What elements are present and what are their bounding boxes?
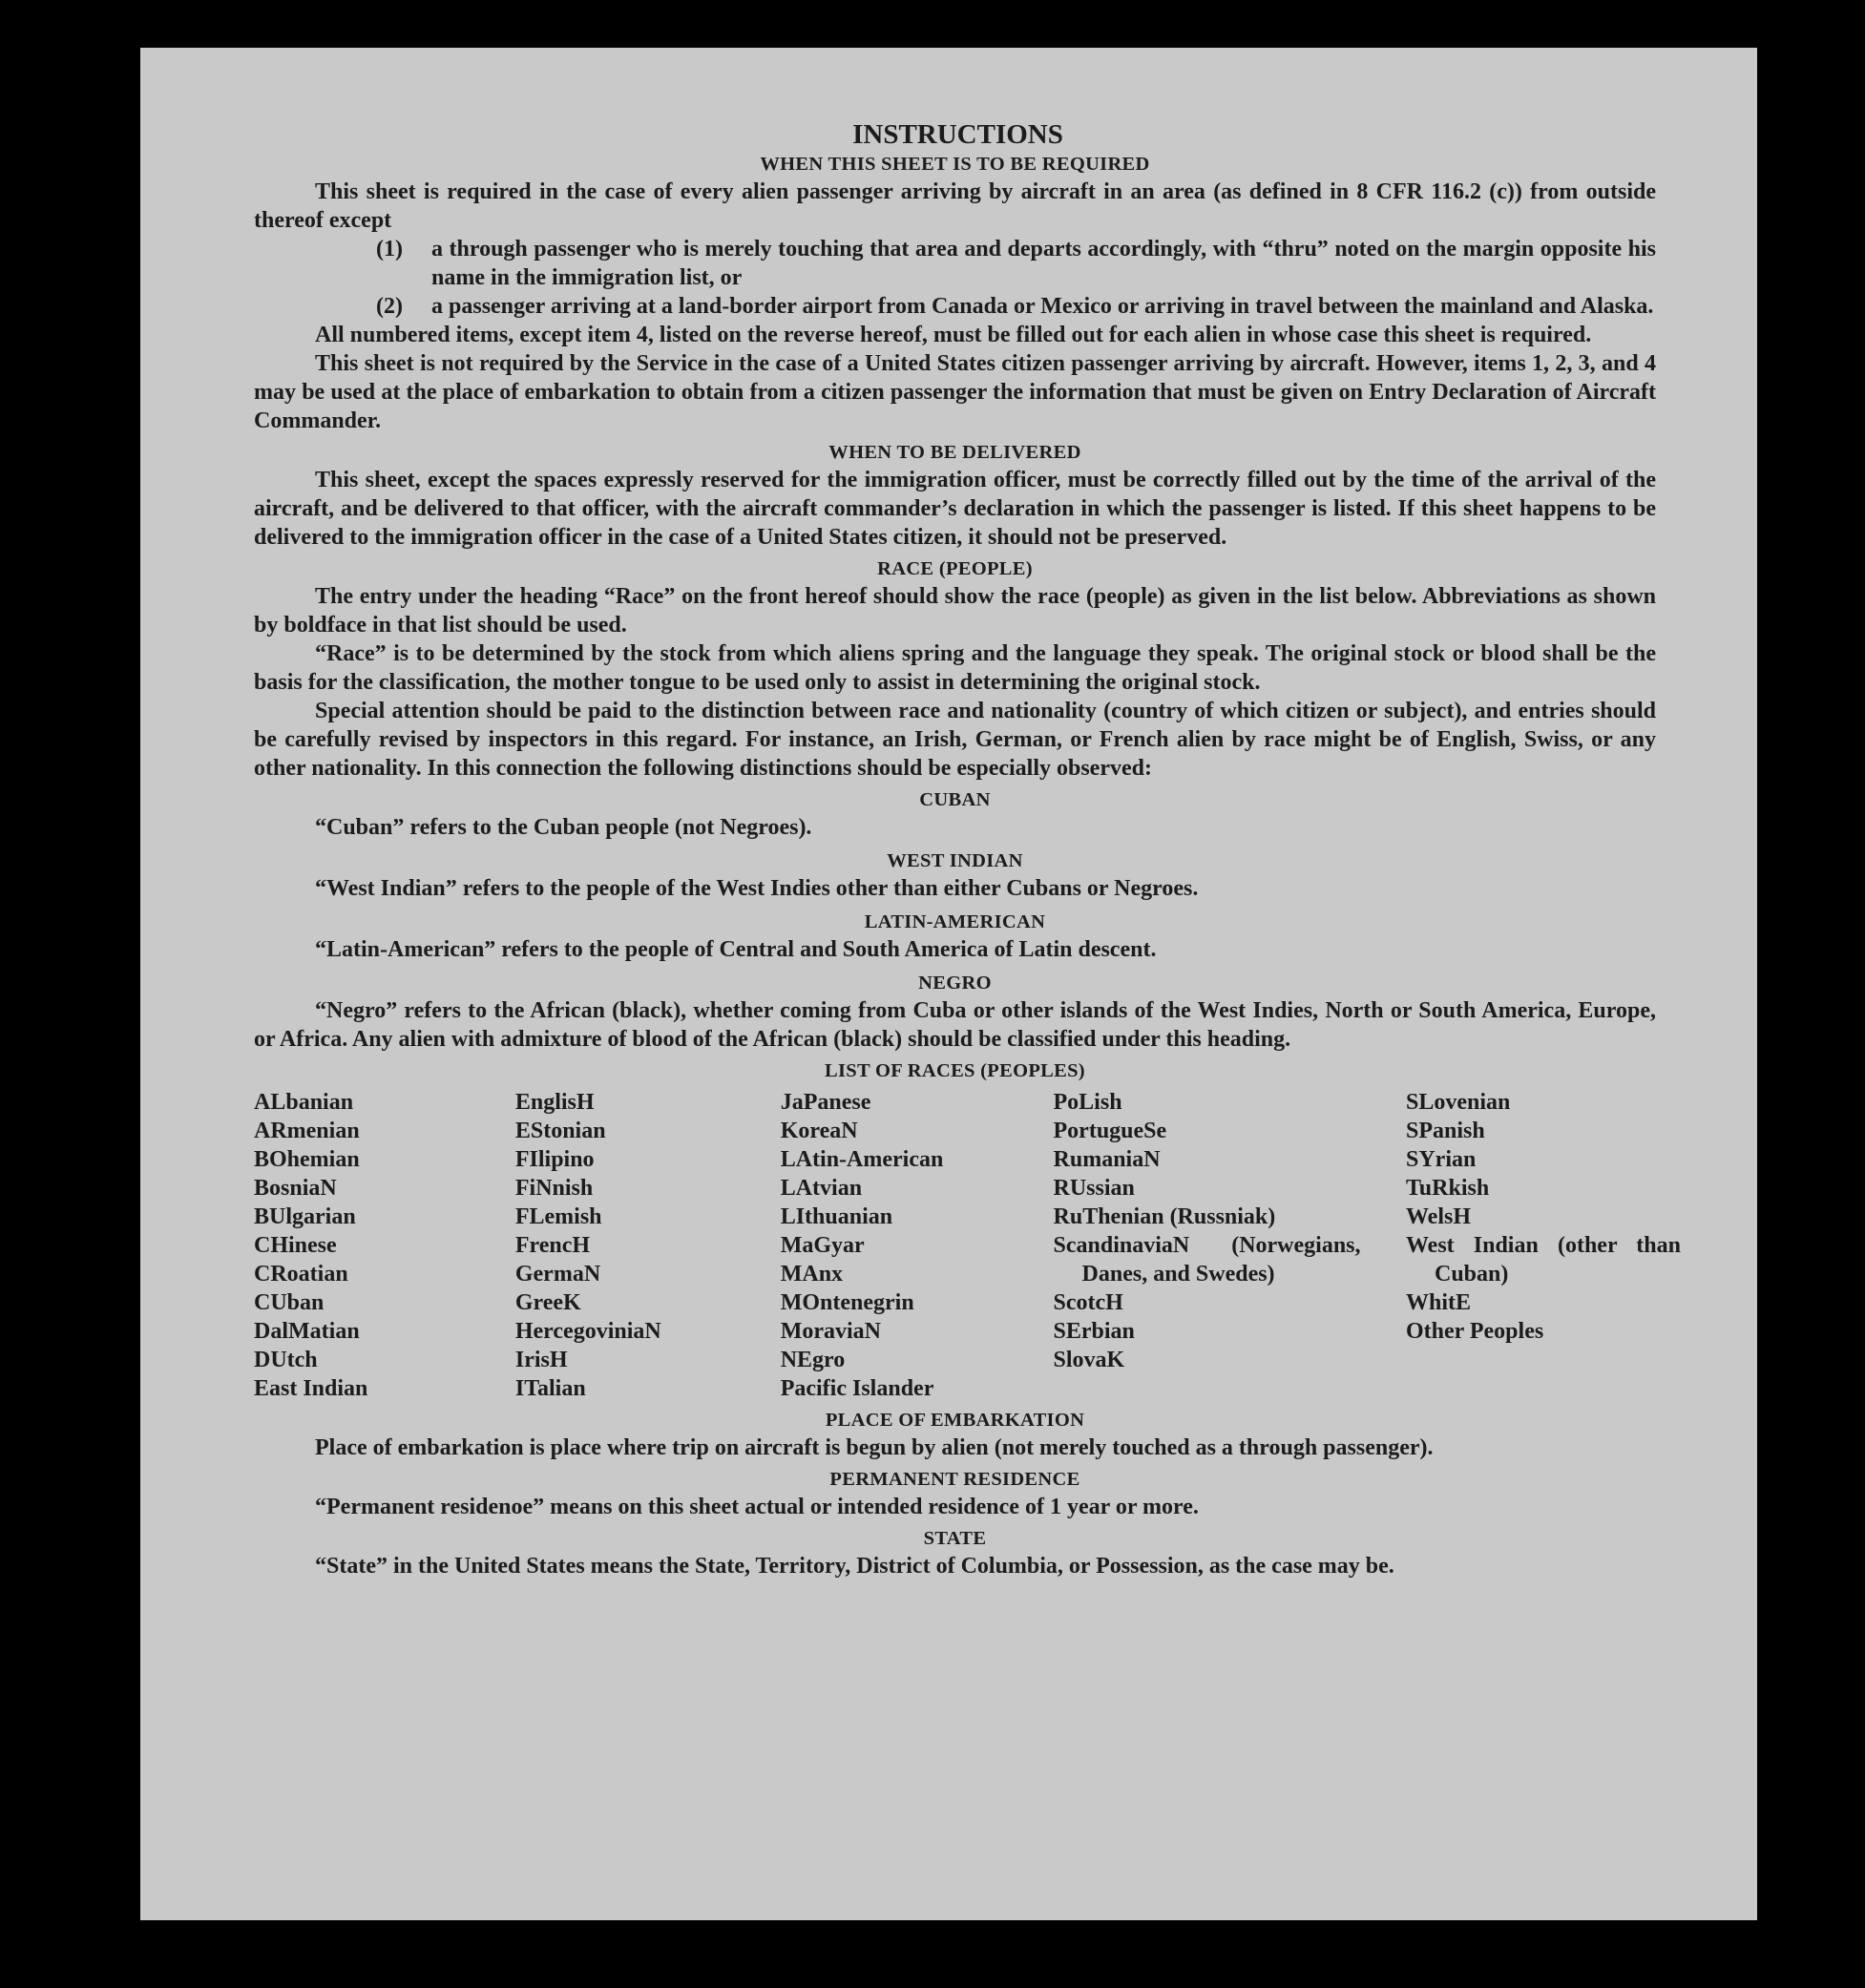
list-of-races-heading: LIST OF RACES (PEOPLES) xyxy=(825,1060,1085,1081)
exception-number: (1) xyxy=(376,237,403,262)
exception-text: a through passenger who is merely touching that area and departs accordingly, with “thru” noted on the margin opposite his name in the immigration list, or xyxy=(431,237,1656,290)
races-column-2 xyxy=(515,1088,781,1403)
race-entry: FiNnish xyxy=(514,1176,594,1201)
cuban-text: “Cuban” refers to the Cuban people (not Negroes). xyxy=(315,815,812,840)
race-paragraph-2: “Race” is to be determined by the stock from which aliens spring and the language they speak. The original stock or blood shall be the basis for the classification, the mother tongue to be used only to assist in determining the original stock. xyxy=(254,641,1656,695)
race-entry: CHinese xyxy=(254,1233,337,1258)
race-entry: DUtch xyxy=(254,1348,318,1372)
race-entry: MoraviaN xyxy=(780,1319,882,1344)
race-entry: LAtin-American xyxy=(780,1147,944,1172)
race-entry: EnglisH xyxy=(514,1090,595,1115)
race-entry: BosniaN xyxy=(254,1176,337,1201)
race-entry: BUlgarian xyxy=(254,1204,356,1229)
race-entry: JaPanese xyxy=(780,1090,871,1115)
race-entry: ALbanian xyxy=(254,1090,354,1115)
race-entry: FIlipino xyxy=(514,1147,595,1172)
race-entry: SPanish xyxy=(1405,1119,1485,1143)
race-entry: CRoatian xyxy=(254,1262,348,1287)
race-entry: MaGyar xyxy=(780,1233,865,1258)
race-entry: SErbian xyxy=(1053,1319,1135,1344)
races-column-4 xyxy=(1054,1088,1406,1403)
when-required-heading: WHEN THIS SHEET IS TO BE REQUIRED xyxy=(760,154,1150,175)
negro-heading: NEGRO xyxy=(918,973,992,994)
race-entry: GermaN xyxy=(514,1262,601,1287)
latin-american-heading: LATIN-AMERICAN xyxy=(864,911,1046,932)
race-entry: EStonian xyxy=(514,1119,606,1143)
cuban-heading: CUBAN xyxy=(919,789,991,810)
race-entry: IrisH xyxy=(514,1348,568,1372)
race-heading: RACE (PEOPLE) xyxy=(877,558,1033,579)
state-text: “State” in the United States means the State, Territory, District of Columbia, or Possession, as the case may be. xyxy=(315,1554,1394,1579)
race-entry: FrencH xyxy=(514,1233,591,1258)
numbered-items-paragraph: All numbered items, except item 4, listed on the reverse hereof, must be filled out for each alien in whose case this sheet is required. xyxy=(315,323,1592,347)
race-entry: West Indian (other than Cuban) xyxy=(1405,1233,1681,1287)
race-entry: TuRkish xyxy=(1405,1176,1490,1201)
when-delivered-text: This sheet, except the spaces expressly reserved for the immigration officer, must be correctly filled out by the time of the arrival of the aircraft, and be delivered to that officer, with the aircraft commander’s declaration in which the passenger is listed. If this sheet happens to be delivered to the immigration officer in the case of a United States citizen, it should not be preserved. xyxy=(254,468,1656,550)
exception-text: a passenger arriving at a land-border airport from Canada or Mexico or arriving in travel between the mainland and Alaska. xyxy=(431,294,1654,319)
race-entry: CUban xyxy=(254,1290,325,1315)
races-column-3 xyxy=(781,1088,1054,1403)
race-entry: PortugueSe xyxy=(1053,1119,1167,1143)
race-paragraph-1: The entry under the heading “Race” on the front hereof should show the race (people) as given in the list below. Abbreviations as shown by boldface in that list should be used. xyxy=(254,584,1656,638)
race-entry: ITalian xyxy=(514,1376,586,1401)
race-entry: ScotcH xyxy=(1053,1290,1123,1315)
race-entry: MOntenegrin xyxy=(780,1290,914,1315)
race-entry: SYrian xyxy=(1405,1147,1477,1172)
race-entry: East Indian xyxy=(254,1376,368,1401)
exception-item-2 xyxy=(254,292,1656,321)
exception-number: (2) xyxy=(376,294,403,319)
race-entry: RUssian xyxy=(1053,1176,1135,1201)
race-entry: GreeK xyxy=(514,1290,581,1315)
race-entry: SlovaK xyxy=(1053,1348,1125,1372)
races-column-1 xyxy=(254,1088,515,1403)
race-entry: WhitE xyxy=(1405,1290,1471,1315)
latin-american-text: “Latin-American” refers to the people of Central and South America of Latin descent. xyxy=(315,937,1157,962)
race-entry: RuThenian (Russniak) xyxy=(1053,1204,1276,1229)
race-entry: DalMatian xyxy=(254,1319,360,1344)
embarkation-text: Place of embarkation is place where trip on aircraft is begun by alien (not merely touched as a through passenger). xyxy=(315,1435,1434,1460)
race-entry: BOhemian xyxy=(254,1147,360,1172)
exception-item-1 xyxy=(254,235,1656,292)
race-entry: FLemish xyxy=(514,1204,602,1229)
permanent-residence-heading: PERMANENT RESIDENCE xyxy=(829,1469,1080,1490)
race-entry: SLovenian xyxy=(1405,1090,1511,1115)
races-column-5 xyxy=(1405,1088,1681,1403)
state-heading: STATE xyxy=(923,1528,987,1549)
instructions-content xyxy=(254,118,1681,1580)
west-indian-text: “West Indian” refers to the people of the West Indies other than either Cubans or Negroes. xyxy=(315,876,1199,901)
race-entry: LIthuanian xyxy=(780,1204,893,1229)
races-list xyxy=(254,1088,1681,1403)
document-title: INSTRUCTIONS xyxy=(852,119,1063,150)
race-entry: WelsH xyxy=(1405,1204,1471,1229)
race-entry: RumaniaN xyxy=(1053,1147,1161,1172)
embarkation-heading: PLACE OF EMBARKATION xyxy=(825,1410,1085,1431)
when-required-intro: This sheet is required in the case of every alien passenger arriving by aircraft in an area (as defined in 8 CFR 116.2 (c)) from outside thereof except xyxy=(254,179,1656,233)
race-paragraph-3: Special attention should be paid to the distinction between race and nationality (country of which citizen or subject), and entries should be carefully revised by inspectors in this regard. For instance, an Irish, German, or French alien by race might be of English, Swiss, or any other nationality. In this connection the following distinctions should be especially observed: xyxy=(254,699,1656,781)
citizen-paragraph: This sheet is not required by the Service in the case of a United States citizen passenger arriving by aircraft. However, items 1, 2, 3, and 4 may be used at the place of embarkation to obtain from a citizen passenger the information that must be given on Entry Declaration of Aircraft Commander. xyxy=(254,351,1656,433)
race-entry: PoLish xyxy=(1053,1090,1122,1115)
race-entry: MAnx xyxy=(780,1262,844,1287)
race-entry: KoreaN xyxy=(780,1119,858,1143)
race-entry: ARmenian xyxy=(254,1119,360,1143)
when-delivered-heading: WHEN TO BE DELIVERED xyxy=(828,442,1081,463)
negro-text: “Negro” refers to the African (black), whether coming from Cuba or other islands of the West Indies, North or South America, Europe, or Africa. Any alien with admixture of blood of the African (black) should be classified under this heading. xyxy=(254,998,1656,1052)
west-indian-heading: WEST INDIAN xyxy=(887,850,1023,871)
race-entry: ScandinaviaN (Norwegians, Danes, and Swedes) xyxy=(1053,1233,1361,1287)
race-entry: LAtvian xyxy=(780,1176,863,1201)
permanent-residence-text: “Permanent residenoe” means on this sheet actual or intended residence of 1 year or more. xyxy=(315,1495,1199,1519)
race-entry: Pacific Islander xyxy=(780,1376,934,1401)
race-entry: Other Peoples xyxy=(1405,1319,1544,1344)
document-sheet xyxy=(140,48,1757,1920)
race-entry: HercegoviniaN xyxy=(514,1319,661,1344)
race-entry: NEgro xyxy=(780,1348,846,1372)
